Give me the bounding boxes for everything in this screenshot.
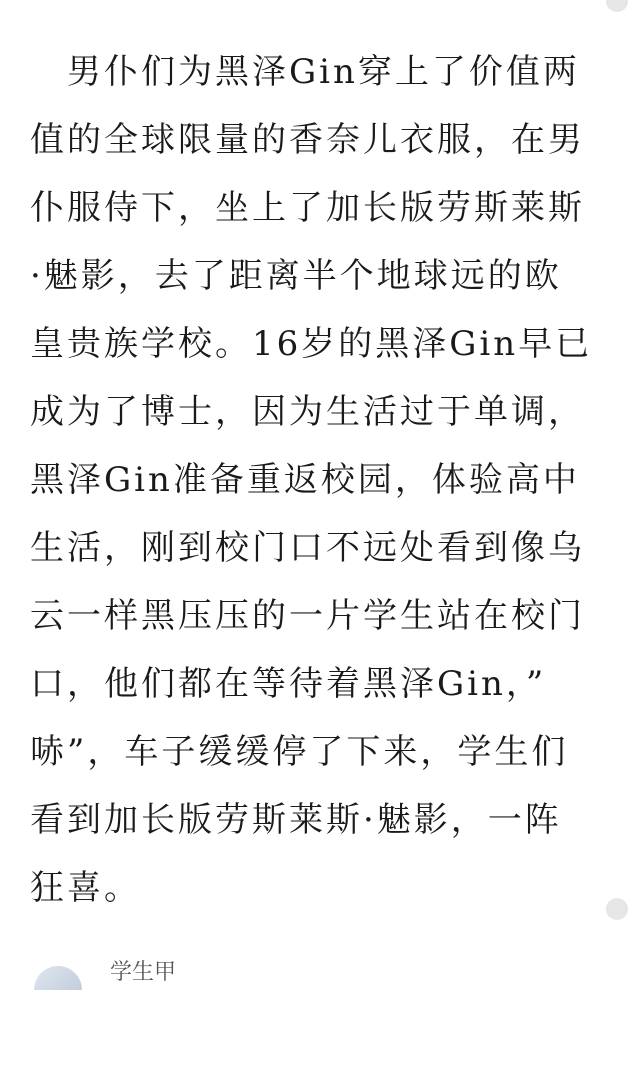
article-line: 男仆们为黑泽Gin穿上了价值两 xyxy=(30,52,580,92)
article-line: 值的全球限量的香奈儿衣服，在男 xyxy=(30,120,585,160)
avatar[interactable] xyxy=(34,966,82,990)
article-line: 成为了博士，因为生活过于单调， xyxy=(30,392,585,432)
article-line: 口，他们都在等待着黑泽Gin，” xyxy=(30,664,547,704)
article-line: 云一样黑压压的一片学生站在校门 xyxy=(30,596,585,636)
article-line: 皇贵族学校。16岁的黑泽Gin早已 xyxy=(30,324,593,364)
commenter-name[interactable]: 学生甲 xyxy=(110,960,177,985)
article-line: 看到加长版劳斯莱斯·魅影，一阵 xyxy=(30,800,562,840)
article-line: ·魅影，去了距离半个地球远的欧 xyxy=(30,256,562,296)
scroll-indicator-top xyxy=(606,0,628,12)
comment-item[interactable] xyxy=(30,958,590,990)
article-line: 狂喜。 xyxy=(30,868,141,908)
article-line: 黑泽Gin准备重返校园，体验高中 xyxy=(30,460,580,500)
article-line: 哧”，车子缓缓停了下来，学生们 xyxy=(30,732,569,772)
scroll-indicator xyxy=(606,898,628,920)
article-line: 仆服侍下，坐上了加长版劳斯莱斯 xyxy=(30,188,585,228)
article-line: 生活，刚到校门口不远处看到像乌 xyxy=(30,528,585,568)
article-body xyxy=(30,38,593,922)
